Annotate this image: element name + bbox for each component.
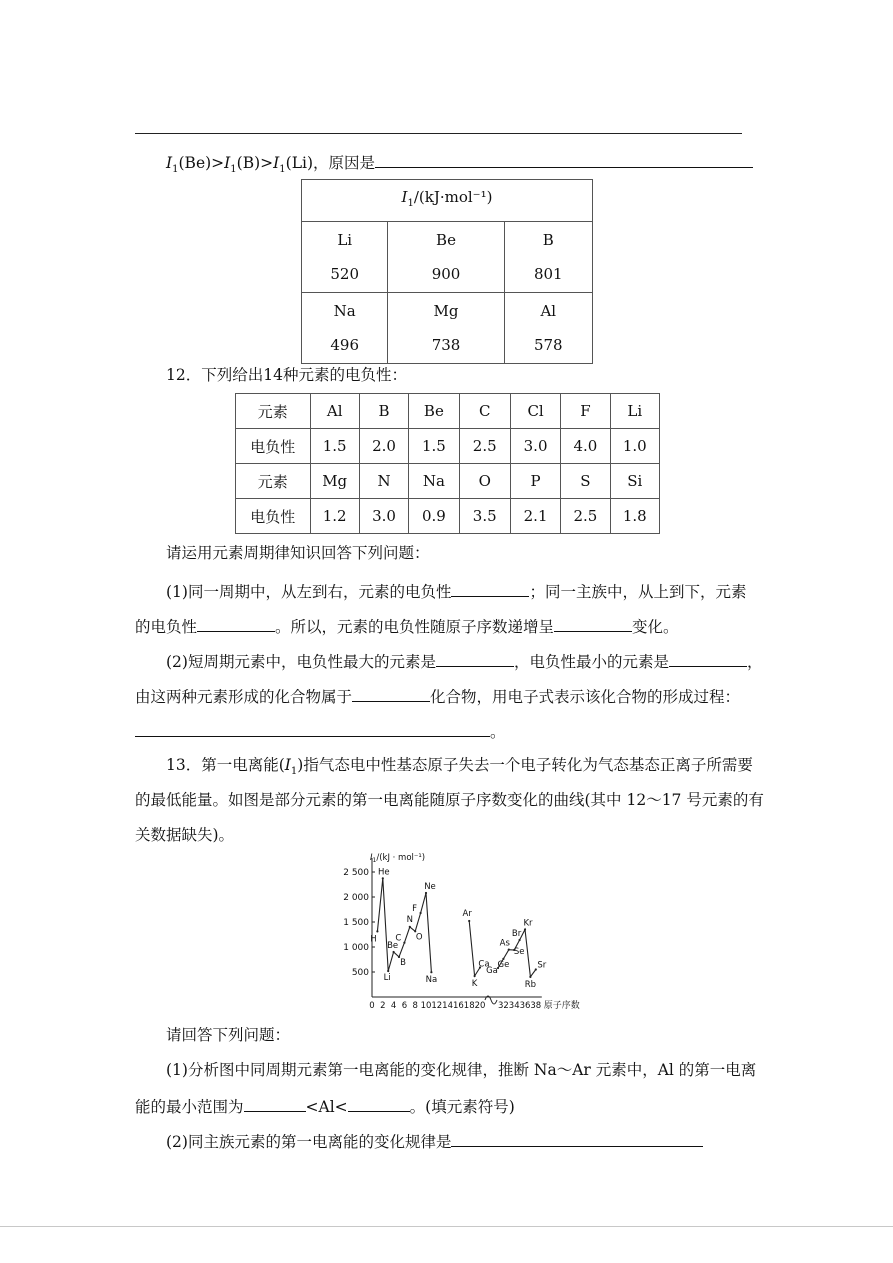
answer-blank[interactable]: [197, 615, 275, 632]
answer-blank[interactable]: [244, 1095, 306, 1112]
y-axis-title: $I_1/(kJ \cdot mol^{-1})$: [370, 853, 426, 864]
data-label-Na: Na: [425, 975, 438, 986]
reason-text: (B)>: [236, 154, 274, 172]
i-symbol: I: [224, 154, 231, 172]
ionization-energy-table: [301, 179, 593, 364]
data-point-Na: [430, 971, 432, 973]
table-cell: B 801: [504, 222, 592, 293]
data-label-Br: Br: [511, 929, 522, 939]
data-label-H: H: [370, 934, 377, 945]
electronegativity-table: [235, 393, 660, 534]
x-tick-label: 2: [380, 1001, 386, 1011]
data-label-N: N: [406, 914, 413, 925]
x-tick-label: 0: [369, 1001, 375, 1011]
table-cell: Al: [310, 394, 359, 429]
table-cell: 1.0: [610, 429, 659, 464]
i-symbol: I: [273, 154, 280, 172]
data-point-K: [474, 975, 476, 977]
table-cell: S: [561, 464, 610, 499]
data-point-Kr: [524, 928, 526, 930]
x-tick-label: 36: [519, 1001, 531, 1011]
row-label: 电负性: [236, 429, 311, 464]
reason-text: (Be)>: [178, 154, 225, 172]
table-cell: 1.2: [310, 499, 359, 534]
y-tick-label: 2 500: [343, 868, 369, 878]
q12-part2-line2: 由这两种元素形成的化合物属于 化合物，用电子式表示该化合物的形成过程：: [135, 685, 740, 707]
i-symbol: I: [284, 756, 291, 774]
answer-blank[interactable]: [669, 650, 747, 667]
data-label-F: F: [412, 903, 418, 914]
x-tick-label: 20: [474, 1001, 486, 1011]
x-tick-label: 16: [452, 1001, 464, 1011]
q11-reason-line: [166, 151, 753, 180]
q13-line2: 的最低能量。如图是部分元素的第一电离能随原子序数变化的曲线(其中 12～17 号元素的有: [135, 791, 764, 809]
q13-line3: 关数据缺失)。: [135, 826, 235, 844]
header-rule: [135, 133, 742, 134]
data-label-Sr: Sr: [537, 960, 547, 971]
table-cell: 2.5: [459, 429, 510, 464]
table-cell: N: [359, 464, 408, 499]
data-label-Li: Li: [383, 973, 391, 983]
table-header: [302, 180, 593, 222]
x-tick-label: 14: [442, 1001, 454, 1011]
table-cell: Be 900: [388, 222, 504, 293]
data-label-Ne: Ne: [424, 881, 436, 892]
data-label-Kr: Kr: [523, 918, 533, 929]
subscript: 1: [290, 766, 298, 778]
answer-blank[interactable]: [135, 720, 490, 737]
x-tick-label: 18: [463, 1001, 475, 1011]
table-cell: Mg 738: [388, 293, 504, 364]
data-label-C: C: [395, 933, 402, 944]
table-cell: C: [459, 394, 510, 429]
data-point-H: [376, 930, 378, 932]
x-tick-label: 32: [497, 1001, 509, 1011]
table-cell: 4.0: [561, 429, 610, 464]
table-cell: Mg: [310, 464, 359, 499]
data-label-He: He: [377, 867, 390, 878]
answer-blank[interactable]: [451, 580, 529, 597]
row-label: 元素: [236, 464, 311, 499]
q13-part1-line2: 能的最小范围为 <Al< 。(填元素符号): [135, 1095, 515, 1117]
q12-title: 12．下列给出14种元素的电负性：: [166, 366, 407, 384]
table-cell: Li: [610, 394, 659, 429]
x-tick-label: 12: [431, 1001, 443, 1011]
data-point-Br: [519, 939, 521, 941]
unit-text: /(kJ·mol⁻¹): [413, 188, 493, 206]
data-point-He: [382, 877, 384, 879]
answer-blank[interactable]: [554, 615, 632, 632]
table-cell: Al 578: [504, 293, 592, 364]
table-cell: 3.0: [510, 429, 560, 464]
subscript: 1: [279, 164, 286, 176]
data-point-Li: [387, 970, 389, 972]
q12-part1-line1: (1)同一周期中，从左到右，元素的电负性 ；同一主族中，从上到下，元素: [166, 580, 746, 602]
data-point-Ar: [468, 920, 470, 922]
data-label-Ga: Ga: [486, 966, 498, 977]
x-tick-label: 34: [508, 1001, 520, 1011]
table-cell: 3.5: [459, 499, 510, 534]
answer-blank[interactable]: [348, 1095, 410, 1112]
table-cell: Cl: [510, 394, 560, 429]
table-cell: 2.5: [561, 499, 610, 534]
subscript: 1: [172, 164, 179, 176]
x-tick-label: 10: [420, 1001, 432, 1011]
footer-rule: [0, 1226, 893, 1227]
y-tick-label: 1 000: [343, 943, 369, 953]
data-label-B: B: [400, 957, 406, 968]
data-label-Se: Se: [513, 946, 525, 957]
table-cell: 0.9: [409, 499, 459, 534]
row-label: 元素: [236, 394, 311, 429]
answer-blank[interactable]: [352, 685, 430, 702]
table-cell: F: [561, 394, 610, 429]
q13-line1: 13．第一电离能$(I_1)$指气态电中性基态原子失去一个电子转化为气态基态正离子所需要: [166, 756, 753, 778]
y-tick-label: 2 000: [343, 893, 369, 903]
table-cell: 1.8: [610, 499, 659, 534]
x-tick-label: 6: [401, 1001, 408, 1011]
y-tick-label: 1 500: [343, 918, 369, 928]
table-cell: 1.5: [409, 429, 459, 464]
q12-part2-line3: 。: [135, 720, 506, 742]
data-label-Ca: Ca: [478, 959, 490, 970]
x-tick-label: 4: [390, 1001, 397, 1011]
table-cell: 1.5: [310, 429, 359, 464]
table-cell: B: [359, 394, 408, 429]
subscript: 1: [230, 164, 237, 176]
data-label-As: As: [499, 938, 510, 949]
data-point-F: [420, 912, 422, 914]
table-cell: 2.0: [359, 429, 408, 464]
q13-part1-line1: (1)分析图中同周期元素第一电离能的变化规律，推断 Na～Ar 元素中，Al 的第一电离: [166, 1061, 757, 1079]
data-label-Ge: Ge: [497, 959, 510, 970]
ionization-energy-chart: [340, 852, 590, 1017]
i-symbol: I: [166, 154, 173, 172]
data-point-Be: [393, 951, 395, 953]
data-point-N: [409, 926, 411, 928]
data-label-Ar: Ar: [462, 908, 472, 919]
x-axis-title: 原子序数: [543, 1001, 580, 1011]
i-symbol: I: [401, 188, 408, 206]
data-label-O: O: [415, 932, 423, 943]
table-cell: 2.1: [510, 499, 560, 534]
data-label-K: K: [471, 979, 478, 990]
q12-part2-line1: (2)短周期元素中，电负性最大的元素是 ，电负性最小的元素是 ，: [166, 650, 763, 672]
data-point-C: [403, 942, 405, 944]
table-cell: Li 520: [302, 222, 388, 293]
answer-blank[interactable]: [436, 650, 514, 667]
data-point-Rb: [529, 976, 531, 978]
table-cell: Be: [409, 394, 459, 429]
reason-text: (Li)，原因是: [285, 154, 375, 172]
answer-blank[interactable]: [451, 1130, 703, 1147]
table-cell: Si: [610, 464, 659, 499]
data-label-Be: Be: [387, 941, 399, 951]
x-tick-label: 8: [412, 1001, 418, 1011]
data-label-Rb: Rb: [524, 979, 537, 990]
q12-part1-line2: 的电负性 。所以，元素的电负性随原子序数递增呈 变化。: [135, 615, 679, 637]
table-cell: O: [459, 464, 510, 499]
table-cell: Na: [409, 464, 459, 499]
data-point-Ne: [425, 892, 427, 894]
y-tick-label: 500: [351, 968, 369, 978]
x-tick-label: 38: [530, 1001, 542, 1011]
row-label: 电负性: [236, 499, 311, 534]
table-cell: P: [510, 464, 560, 499]
q13-prompt: 请回答下列问题：: [166, 1026, 291, 1044]
answer-blank[interactable]: [375, 151, 753, 168]
table-cell: Na 496: [302, 293, 388, 364]
data-point-As: [508, 949, 510, 951]
subscript: 1: [407, 198, 414, 209]
q13-part2-line1: (2)同主族元素的第一电离能的变化规律是: [166, 1130, 703, 1152]
q12-prompt: 请运用元素周期律知识回答下列问题：: [166, 544, 430, 562]
table-cell: 3.0: [359, 499, 408, 534]
